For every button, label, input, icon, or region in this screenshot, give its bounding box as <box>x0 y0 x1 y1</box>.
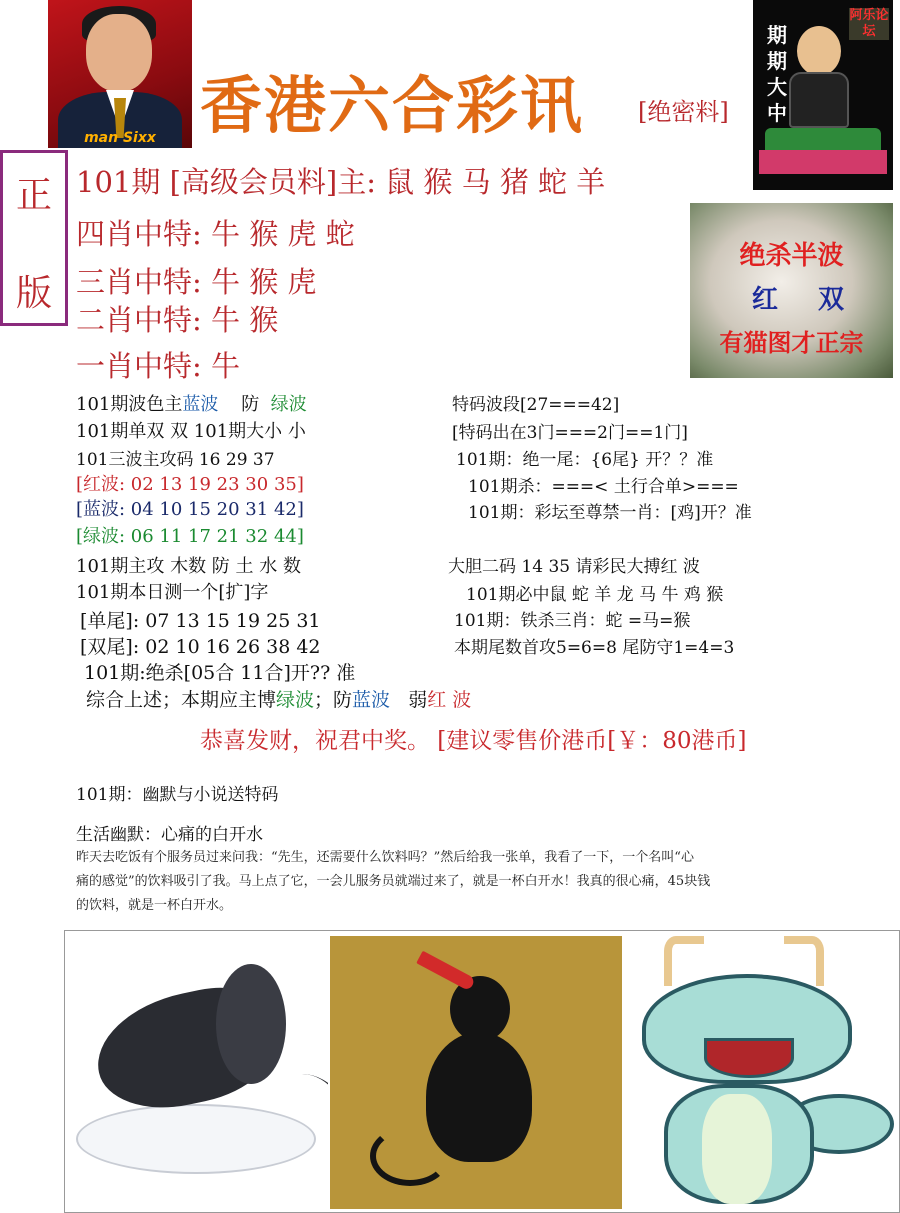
authentic-char-1: 正 <box>15 175 52 216</box>
kill-element-row: 101期杀：===< 土行合单>=== <box>468 477 739 497</box>
forbid-row: 101期：彩坛至尊禁一肖：[鸡]开？准 <box>468 503 752 523</box>
must-win-row: 101期必中鼠 蛇 羊 龙 马 牛 鸡 猴 <box>466 585 724 605</box>
story-title: 101期：幽默与小说送特码 <box>76 785 279 805</box>
wave-prefix: 101期波色主 <box>76 394 183 415</box>
cat-caption-double: 双 <box>818 285 845 315</box>
tail-attack-row: 本期尾数首攻5=6=8 尾防守1=4=3 <box>454 638 735 658</box>
summary-mid: ；防 <box>314 689 353 711</box>
single-tail-row: [单尾]: 07 13 15 19 25 31 <box>80 610 321 632</box>
story-line-3: 的饮料，就是一杯白开水。 <box>76 898 233 913</box>
wave-guard-label: 防 <box>241 394 260 415</box>
story-subtitle: 生活幽默：心痛的白开水 <box>76 825 263 845</box>
cat-caption-3: 有猫图才正宗 <box>719 328 864 357</box>
guess-row: 101期本日测一个[扩]字 <box>76 582 269 603</box>
one-zodiac: 一肖中特: 牛 <box>76 349 240 383</box>
three-wave-row: 101三波主攻码 16 29 37 <box>76 450 275 470</box>
rat-picture <box>66 934 328 1209</box>
cat-picture <box>690 203 893 378</box>
summary-guard: 蓝波 <box>352 689 391 711</box>
story-line-1: 昨天去吃饭有个服务员过来问我：“先生，还需要什么饮料吗？”然后给我一张单，我看了一下，一个名叫“心 <box>76 850 694 865</box>
authentic-char-2: 版 <box>15 273 52 314</box>
cartoon-caption: 期期大中 <box>767 23 787 125</box>
summary-main: 绿波 <box>276 689 315 711</box>
cat-caption-red: 红 <box>752 285 779 315</box>
summary-row <box>86 685 471 712</box>
three-zodiac: 三肖中特: 牛 猴 虎 <box>76 265 317 299</box>
segment-row: 特码波段[27===42] <box>452 395 620 415</box>
portrait-photo <box>48 0 192 148</box>
two-codes-row: 大胆二码 14 35 请彩民大搏红 波 <box>448 557 700 577</box>
dragon-picture <box>624 934 896 1209</box>
cartoon-badge: 阿乐论坛 <box>849 8 889 39</box>
kill-row: 101期:绝杀[05合 11合]开?? 准 <box>84 662 356 684</box>
summary-weak: 弱 <box>408 689 428 711</box>
cat-caption-1: 绝杀半波 <box>739 241 844 271</box>
title-tag: [绝密料] <box>638 98 729 126</box>
two-zodiac: 二肖中特: 牛 猴 <box>76 303 279 337</box>
portrait-logo: man Sixx <box>84 130 156 146</box>
double-tail-row: [双尾]: 02 10 16 26 38 42 <box>80 636 321 658</box>
odd-even-row: 101期单双 双 101期大小 小 <box>76 421 306 442</box>
monkey-picture <box>330 936 622 1209</box>
attack-row: 101期主攻 木数 防 土 水 数 <box>76 556 301 577</box>
tail-row: 101期：绝一尾：{6尾} 开？？准 <box>456 450 714 470</box>
authentic-badge <box>0 150 68 326</box>
wave-guard: 绿波 <box>270 394 307 415</box>
green-wave-row: [绿波: 06 11 17 21 32 44] <box>76 526 304 547</box>
members-prediction: 101期 [高级会员料]主: 鼠 猴 马 猪 蛇 羊 <box>76 165 606 199</box>
summary-weak-value: 红 波 <box>427 689 472 711</box>
wave-main: 蓝波 <box>182 394 219 415</box>
red-wave-row: [红波: 02 13 19 23 30 35] <box>76 474 304 495</box>
four-zodiac: 四肖中特: 牛 猴 虎 蛇 <box>76 217 355 251</box>
three-kill-row: 101期：铁杀三肖：蛇 =马=猴 <box>454 611 691 631</box>
blue-wave-row: [蓝波: 04 10 15 20 31 42] <box>76 499 304 520</box>
page-title: 香港六合彩讯 <box>200 69 585 142</box>
door-row: [特码出在3门===2门==1门] <box>452 423 688 443</box>
congrats-banner: 恭喜发财，祝君中奖。 [建议零售价港币[￥：80港币] <box>200 728 747 754</box>
cartoon-picture <box>753 0 893 190</box>
summary-prefix: 综合上述；本期应主博 <box>86 689 277 711</box>
wave-color-row <box>76 390 307 416</box>
story-line-2: 痛的感觉”的饮料吸引了我。马上点了它，一会儿服务员就端过来了，就是一杯白开水！我真的很心痛，45块钱 <box>76 874 711 889</box>
